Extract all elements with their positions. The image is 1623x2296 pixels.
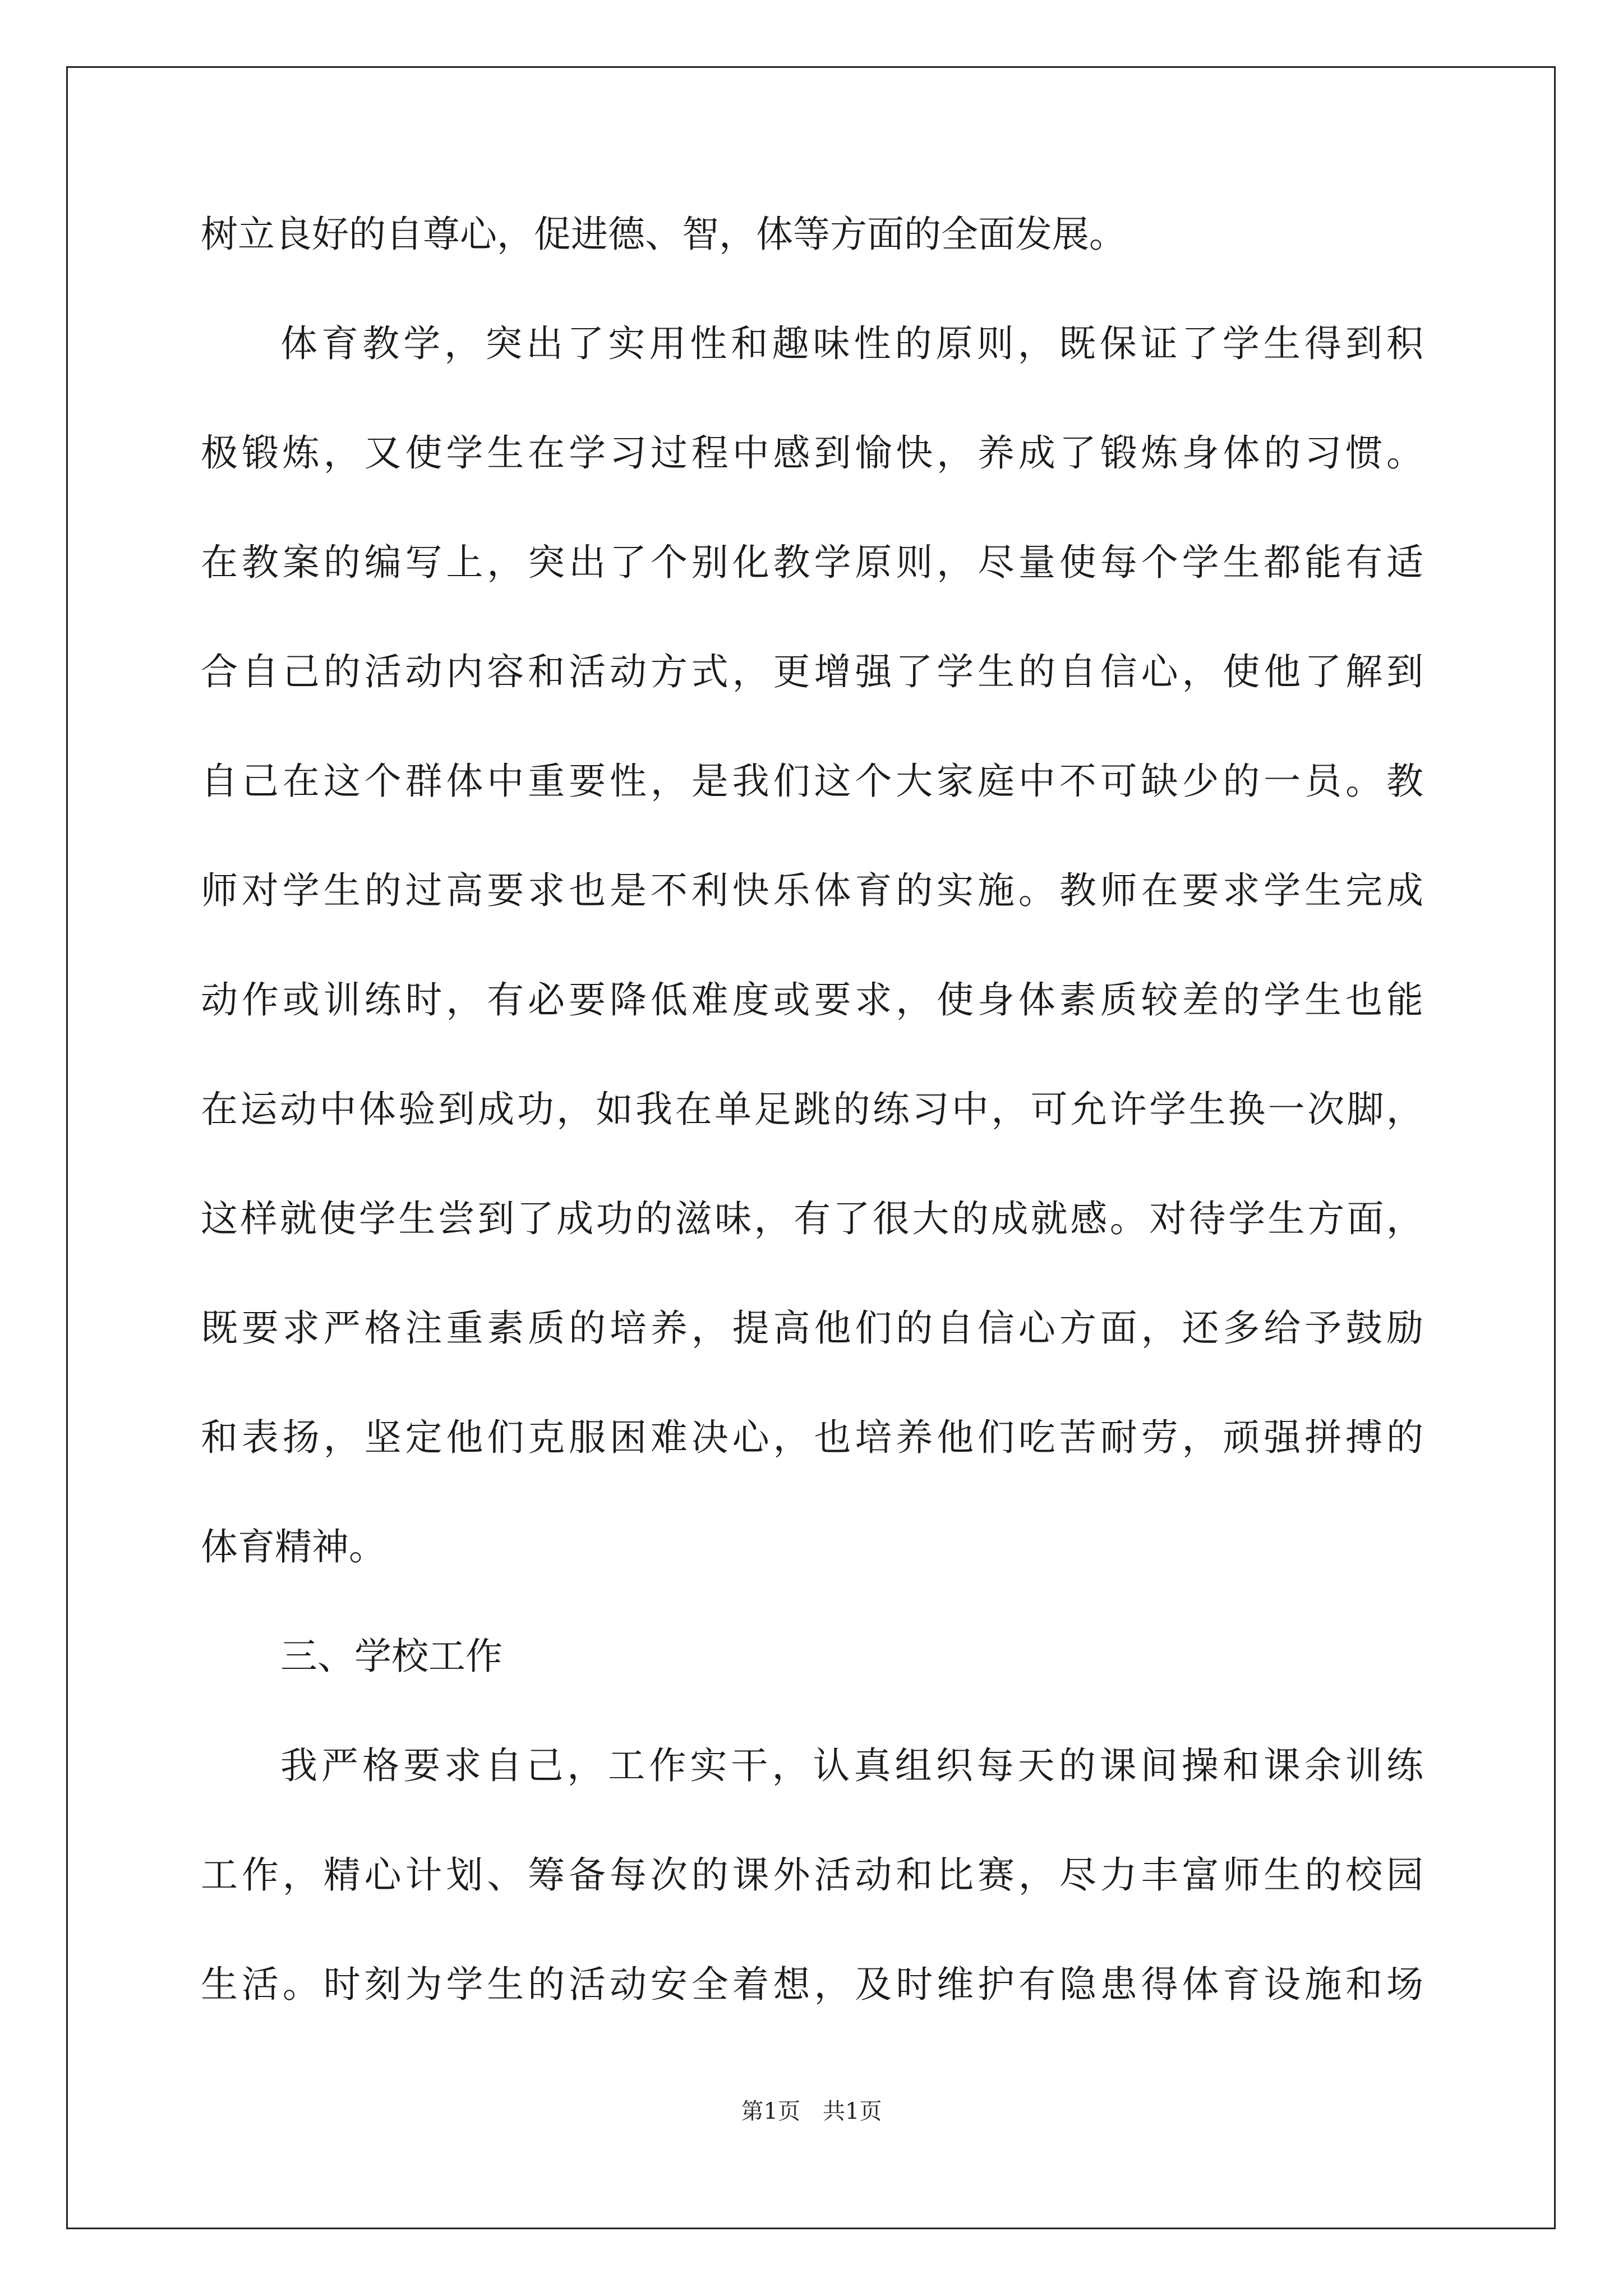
text-line: 极锻炼，又使学生在学习过程中感到愉快，养成了锻炼身体的习惯。 [201,431,1423,475]
text-line: 既要求严格注重素质的培养，提高他们的自信心方面，还多给予鼓励 [201,1306,1423,1350]
text-line: 在运动中体验到成功，如我在单足跳的练习中，可允许学生换一次脚， [201,1088,1423,1131]
text-line: 体育精神。 [201,1525,386,1568]
text-line: 这样就使学生尝到了成功的滋味，有了很大的成就感。对待学生方面， [201,1197,1423,1240]
paragraph-start-line: 体育教学，突出了实用性和趣味性的原则，既保证了学生得到积 [280,322,1423,365]
text-line: 自己在这个群体中重要性，是我们这个大家庭中不可缺少的一员。教 [201,760,1423,803]
section-heading: 三、学校工作 [280,1635,502,1678]
text-line: 师对学生的过高要求也是不利快乐体育的实施。教师在要求学生完成 [201,869,1423,912]
paragraph-start-line: 我严格要求自己，工作实干，认真组织每天的课间操和课余训练 [280,1744,1423,1787]
text-line: 合自己的活动内容和活动方式，更增强了学生的自信心，使他了解到 [201,650,1423,693]
text-line: 在教案的编写上，突出了个别化教学原则，尽量使每个学生都能有适 [201,541,1423,584]
text-line: 树立良好的自尊心，促进德、智，体等方面的全面发展。 [201,213,1126,256]
text-line: 动作或训练时，有必要降低难度或要求，使身体素质较差的学生也能 [201,978,1423,1022]
text-line: 工作，精心计划、筹备每次的课外活动和比赛，尽力丰富师生的校园 [201,1853,1423,1897]
text-line: 生活。时刻为学生的活动安全着想，及时维护有隐患得体育设施和场 [201,1963,1423,2006]
text-line: 和表扬，坚定他们克服困难决心，也培养他们吃苦耐劳，顽强拼搏的 [201,1416,1423,1459]
page-footer: 第1页 共1页 [741,2099,882,2124]
document-body [201,213,1423,2076]
